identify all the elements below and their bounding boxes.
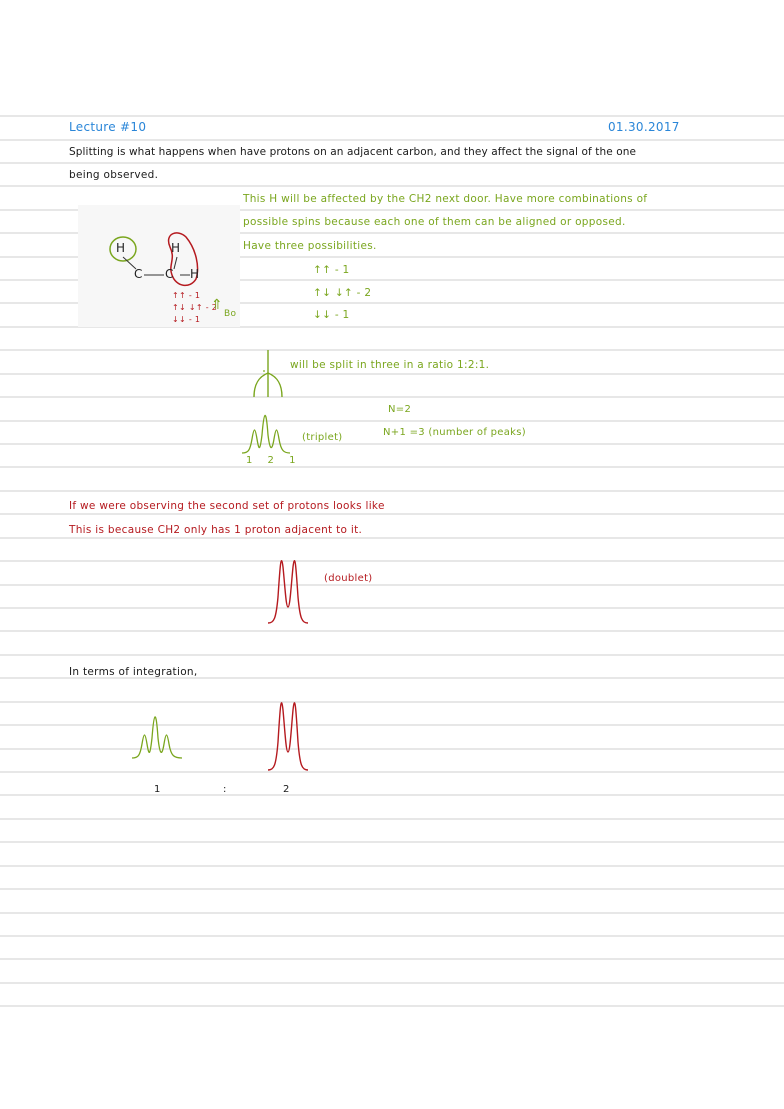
integration-doublet-peaks (264, 688, 324, 773)
n-plus-one-equation: N+1 =3 (number of peaks) (383, 427, 526, 438)
atom-c1: C (134, 267, 143, 281)
lecture-title: Lecture #10 (69, 120, 147, 134)
triplet-ratio: 1 2 1 (246, 455, 302, 466)
possibility-2: ↑↓ ↓↑ - 2 (313, 287, 372, 299)
red-note-2: This is because CH2 only has 1 proton adjacent to it. (69, 524, 363, 536)
atom-h-left: H (116, 241, 126, 255)
integration-colon: : (223, 784, 227, 795)
possibility-3: ↓↓ - 1 (313, 309, 350, 321)
integration-left-value: 1 (154, 784, 161, 795)
red-note-1: If we were observing the second set of protons looks like (69, 500, 385, 512)
atom-c2: C (165, 267, 174, 281)
integration-heading: In terms of integration, (69, 666, 198, 678)
doublet-peaks (264, 547, 324, 627)
molecule-drawing (78, 205, 240, 327)
spin-row-2: ↑↓ ↓↑ - 2 (172, 303, 218, 312)
spin-row-3: ↓↓ - 1 (172, 315, 201, 324)
atom-h-right: H (190, 267, 200, 281)
triplet-label: (triplet) (302, 432, 343, 443)
split-label: will be split in three in a ratio 1:2:1. (290, 359, 490, 371)
field-arrow: ⇑ (211, 297, 224, 313)
possibility-1: ↑↑ - 1 (313, 264, 350, 276)
intro-line-1: Splitting is what happens when have protons on an adjacent carbon, and they affect the signal of the one (69, 146, 637, 158)
atom-h-top: H (171, 241, 181, 255)
field-label: Bo (224, 309, 237, 319)
lecture-date: 01.30.2017 (608, 120, 680, 134)
green-note-2: possible spins because each one of them can be aligned or opposed. (243, 216, 626, 228)
n-equation: N=2 (388, 404, 412, 415)
integration-right-value: 2 (283, 784, 290, 795)
triplet-peaks (242, 405, 302, 455)
green-note-1: This H will be affected by the CH2 next door. Have more combinations of (243, 193, 648, 205)
doublet-label: (doublet) (324, 573, 373, 584)
spin-row-1: ↑↑ - 1 (172, 291, 201, 300)
green-note-3: Have three possibilities. (243, 240, 377, 252)
integration-triplet-peaks (132, 702, 192, 762)
intro-line-2: being observed. (69, 169, 159, 181)
splitting-tree-icon (248, 345, 288, 405)
